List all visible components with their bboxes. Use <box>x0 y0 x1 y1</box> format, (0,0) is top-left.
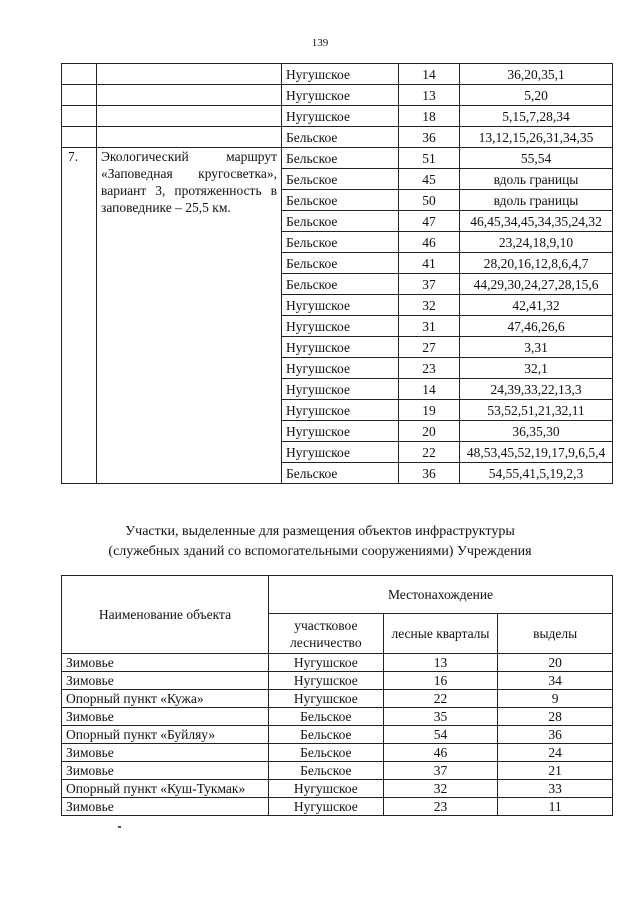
table-row <box>62 726 613 744</box>
header-quarters: лесные кварталы <box>383 614 498 654</box>
forestry-cell: Нугушское <box>269 780 384 798</box>
table-row <box>62 654 613 672</box>
object-name-cell: Зимовье <box>62 708 269 726</box>
plots-cell: 53,52,51,21,32,11 <box>460 400 613 421</box>
forestry-cell: Бельское <box>282 190 399 211</box>
table-row <box>62 148 613 169</box>
route-number-cell <box>62 106 97 127</box>
forestry-cell: Нугушское <box>269 654 384 672</box>
quarter-cell: 14 <box>399 379 460 400</box>
table-row <box>62 64 613 85</box>
forestry-cell: Нугушское <box>269 690 384 708</box>
forestry-cell: Нугушское <box>269 672 384 690</box>
route-number-cell <box>62 127 97 148</box>
table-row <box>62 127 613 148</box>
forestry-cell: Бельское <box>282 232 399 253</box>
forestry-cell: Нугушское <box>282 358 399 379</box>
infrastructure-table <box>61 575 613 816</box>
table-row <box>62 672 613 690</box>
quarter-cell: 47 <box>399 211 460 232</box>
plots-cell: 54,55,41,5,19,2,3 <box>460 463 613 484</box>
quarter-cell: 27 <box>399 337 460 358</box>
forestry-cell: Бельское <box>282 211 399 232</box>
route-number-cell <box>62 85 97 106</box>
quarter-cell: 45 <box>399 169 460 190</box>
header-object-name: Наименование объекта <box>62 576 269 654</box>
quarter-cell: 13 <box>383 654 498 672</box>
forestry-cell: Бельское <box>282 253 399 274</box>
object-name-cell: Зимовье <box>62 798 269 816</box>
plots-cell: 36,35,30 <box>460 421 613 442</box>
plot-cell: 20 <box>498 654 613 672</box>
quarter-cell: 35 <box>383 708 498 726</box>
plot-cell: 21 <box>498 762 613 780</box>
plots-cell: 46,45,34,45,34,35,24,32 <box>460 211 613 232</box>
plot-cell: 33 <box>498 780 613 798</box>
route-description-cell <box>97 85 282 106</box>
forestry-cell: Нугушское <box>269 798 384 816</box>
forestry-cell: Нугушское <box>282 85 399 106</box>
object-name-cell: Зимовье <box>62 762 269 780</box>
forestry-cell: Бельское <box>269 762 384 780</box>
route-number-cell: 7. <box>62 148 97 484</box>
plots-cell: вдоль границы <box>460 169 613 190</box>
infrastructure-table-header <box>62 576 613 654</box>
section-caption <box>0 522 640 562</box>
scan-mark <box>118 826 121 828</box>
forestry-cell: Бельское <box>282 127 399 148</box>
route-description-cell: Экологический маршрут «Заповедная кругосветка», вариант 3, протяженность в заповеднике – 25,5 км. <box>97 148 282 484</box>
infrastructure-table-body <box>62 654 613 816</box>
forestry-cell: Нугушское <box>282 379 399 400</box>
forestry-cell: Нугушское <box>282 64 399 85</box>
table-row <box>62 690 613 708</box>
quarter-cell: 18 <box>399 106 460 127</box>
plots-cell: 13,12,15,26,31,34,35 <box>460 127 613 148</box>
forestry-cell: Нугушское <box>282 400 399 421</box>
caption-line-1: Участки, выделенные для размещения объектов инфраструктуры <box>125 524 515 539</box>
quarter-cell: 36 <box>399 463 460 484</box>
table-row <box>62 744 613 762</box>
forestry-cell: Бельское <box>269 726 384 744</box>
plots-cell: 47,46,26,6 <box>460 316 613 337</box>
object-name-cell: Опорный пункт «Куш-Тукмак» <box>62 780 269 798</box>
quarter-cell: 37 <box>383 762 498 780</box>
quarter-cell: 32 <box>383 780 498 798</box>
quarter-cell: 22 <box>399 442 460 463</box>
table-row <box>62 708 613 726</box>
plots-cell: 3,31 <box>460 337 613 358</box>
plots-cell: 55,54 <box>460 148 613 169</box>
plots-cell: 36,20,35,1 <box>460 64 613 85</box>
plots-cell: вдоль границы <box>460 190 613 211</box>
forestry-cell: Бельское <box>269 708 384 726</box>
quarter-cell: 22 <box>383 690 498 708</box>
table-row <box>62 762 613 780</box>
object-name-cell: Зимовье <box>62 672 269 690</box>
table-row <box>62 798 613 816</box>
forestry-cell: Бельское <box>269 744 384 762</box>
forestry-cell: Нугушское <box>282 106 399 127</box>
quarter-cell: 50 <box>399 190 460 211</box>
quarter-cell: 13 <box>399 85 460 106</box>
object-name-cell: Опорный пункт «Кужа» <box>62 690 269 708</box>
plots-cell: 32,1 <box>460 358 613 379</box>
quarter-cell: 51 <box>399 148 460 169</box>
route-table <box>61 63 613 484</box>
quarter-cell: 14 <box>399 64 460 85</box>
quarter-cell: 46 <box>383 744 498 762</box>
quarter-cell: 54 <box>383 726 498 744</box>
route-description-cell <box>97 106 282 127</box>
caption-line-2: (служебных зданий со вспомогательными сооружениями) Учреждения <box>108 544 532 559</box>
forestry-cell: Нугушское <box>282 316 399 337</box>
quarter-cell: 19 <box>399 400 460 421</box>
quarter-cell: 37 <box>399 274 460 295</box>
quarter-cell: 20 <box>399 421 460 442</box>
header-location: Местонахождение <box>269 576 613 614</box>
header-plots: выделы <box>498 614 613 654</box>
page-number: 139 <box>311 37 329 49</box>
quarter-cell: 31 <box>399 316 460 337</box>
object-name-cell: Зимовье <box>62 654 269 672</box>
plot-cell: 34 <box>498 672 613 690</box>
route-number-cell <box>62 64 97 85</box>
header-forestry: участковое лесничество <box>269 614 384 654</box>
plots-cell: 5,20 <box>460 85 613 106</box>
object-name-cell: Опорный пункт «Буйляу» <box>62 726 269 744</box>
quarter-cell: 16 <box>383 672 498 690</box>
route-table-body <box>62 64 613 484</box>
quarter-cell: 36 <box>399 127 460 148</box>
quarter-cell: 46 <box>399 232 460 253</box>
plot-cell: 36 <box>498 726 613 744</box>
table-row <box>62 780 613 798</box>
plot-cell: 28 <box>498 708 613 726</box>
forestry-cell: Нугушское <box>282 337 399 358</box>
route-description-cell <box>97 127 282 148</box>
plot-cell: 11 <box>498 798 613 816</box>
plots-cell: 23,24,18,9,10 <box>460 232 613 253</box>
forestry-cell: Бельское <box>282 169 399 190</box>
forestry-cell: Бельское <box>282 148 399 169</box>
quarter-cell: 41 <box>399 253 460 274</box>
forestry-cell: Нугушское <box>282 442 399 463</box>
object-name-cell: Зимовье <box>62 744 269 762</box>
forestry-cell: Бельское <box>282 274 399 295</box>
plot-cell: 9 <box>498 690 613 708</box>
plots-cell: 42,41,32 <box>460 295 613 316</box>
forestry-cell: Нугушское <box>282 295 399 316</box>
forestry-cell: Бельское <box>282 463 399 484</box>
quarter-cell: 23 <box>399 358 460 379</box>
table-row <box>62 106 613 127</box>
plots-cell: 48,53,45,52,19,17,9,6,5,4 <box>460 442 613 463</box>
route-description-cell <box>97 64 282 85</box>
plots-cell: 28,20,16,12,8,6,4,7 <box>460 253 613 274</box>
table-row <box>62 85 613 106</box>
quarter-cell: 23 <box>383 798 498 816</box>
plot-cell: 24 <box>498 744 613 762</box>
plots-cell: 5,15,7,28,34 <box>460 106 613 127</box>
plots-cell: 24,39,33,22,13,3 <box>460 379 613 400</box>
plots-cell: 44,29,30,24,27,28,15,6 <box>460 274 613 295</box>
forestry-cell: Нугушское <box>282 421 399 442</box>
quarter-cell: 32 <box>399 295 460 316</box>
